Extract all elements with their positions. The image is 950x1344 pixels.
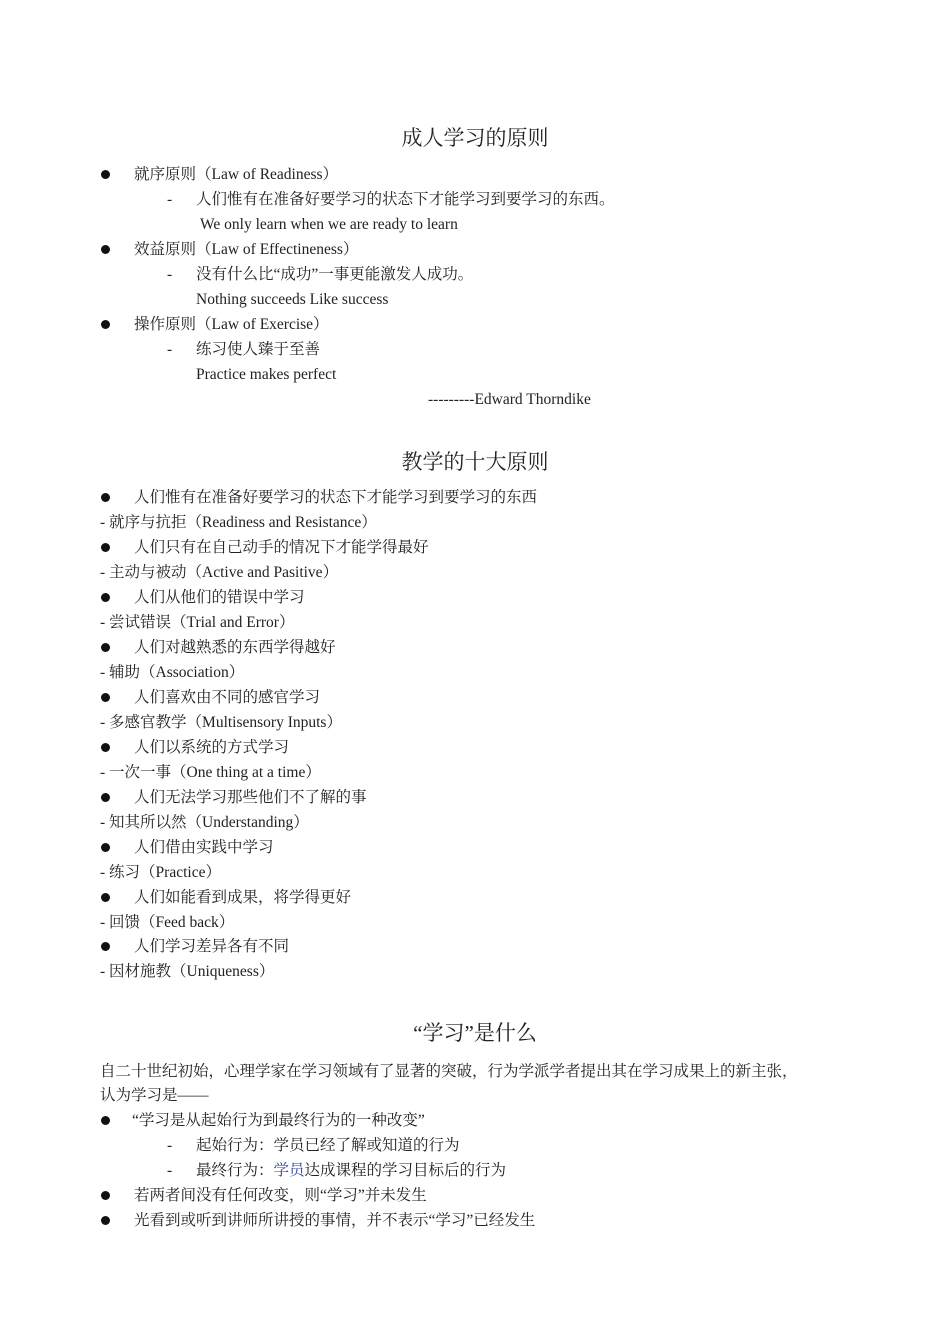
list-item-statement: 人们对越熟悉的东西学得越好 [134,639,336,656]
list-item-principle: - 多感官教学（Multisensory Inputs） [100,714,342,731]
dash-icon: - [167,1137,173,1154]
principle-desc-en: We only learn when we are ready to learn [200,216,458,233]
list-item-statement: 人们只有在自己动手的情况下才能学得最好 [134,539,429,556]
bullet-icon [101,693,110,702]
dash-icon: - [167,1162,173,1179]
bullet-icon [101,942,110,951]
principle-desc-en: Practice makes perfect [196,366,337,383]
section-title-adult-learning: 成人学习的原则 [401,126,549,150]
bullet-icon [101,320,110,329]
dash-icon: - [167,266,173,283]
list-item-statement: 人们如能看到成果，将学得更好 [134,889,352,906]
bullet-icon [101,1216,110,1225]
principle-desc-cn: 练习使人臻于至善 [196,341,321,358]
principle-label: 就序原则（Law of Readiness） [134,166,339,183]
definition-quote: “学习是从起始行为到最终行为的一种改变” [132,1112,425,1129]
seeing-not-learning-statement: 光看到或听到讲师所讲授的事情，并不表示“学习”已经发生 [134,1212,536,1229]
bullet-icon [101,1191,110,1200]
list-item-principle: - 回馈（Feed back） [100,914,235,931]
bullet-icon [101,543,110,552]
principle-label: 效益原则（Law of Effectineness） [134,241,359,258]
principle-label: 操作原则（Law of Exercise） [134,316,329,333]
initial-behavior-desc: 起始行为：学员已经了解或知道的行为 [196,1137,460,1154]
learner-highlight: 学员 [273,1162,305,1179]
list-item-statement: 人们以系统的方式学习 [134,739,290,756]
list-item-principle: - 练习（Practice） [100,864,221,881]
list-item-statement: 人们惟有在准备好要学习的状态下才能学习到要学习的东西 [134,489,538,506]
bullet-icon [101,743,110,752]
list-item-statement: 人们从他们的错误中学习 [134,589,305,606]
bullet-icon [101,893,110,902]
no-change-statement: 若两者间没有任何改变，则“学习”并未发生 [134,1187,427,1204]
principle-desc-cn: 人们惟有在准备好要学习的状态下才能学习到要学习的东西。 [196,191,615,208]
bullet-icon [101,593,110,602]
section-title-what-is-learning: “学习”是什么 [413,1021,537,1045]
list-item-statement: 人们学习差异各有不同 [134,938,290,955]
dash-icon: - [167,191,173,208]
final-behavior-prefix: 最终行为： [196,1162,274,1179]
bullet-icon [101,1116,110,1125]
attribution: ---------Edward Thorndike [428,391,591,408]
bullet-icon [101,843,110,852]
list-item-principle: - 辅助（Association） [100,664,245,681]
list-item-principle: - 尝试错误（Trial and Error） [100,614,295,631]
bullet-icon [101,170,110,179]
final-behavior-suffix: 达成课程的学习目标后的行为 [304,1162,507,1179]
list-item-principle: - 知其所以然（Understanding） [100,814,309,831]
list-item-statement: 人们喜欢由不同的感官学习 [134,689,321,706]
final-behavior-desc [196,1161,506,1181]
list-item-statement: 人们无法学习那些他们不了解的事 [134,789,367,806]
intro-paragraph-line-2: 认为学习是—— [100,1087,209,1104]
list-item-statement: 人们借由实践中学习 [134,839,274,856]
principle-desc-cn: 没有什么比“成功”一事更能激发人成功。 [196,266,474,283]
bullet-icon [101,245,110,254]
principle-desc-en: Nothing succeeds Like success [196,291,389,308]
bullet-icon [101,493,110,502]
list-item-principle: - 因材施教（Uniqueness） [100,963,275,980]
list-item-principle: - 就序与抗拒（Readiness and Resistance） [100,514,377,531]
bullet-icon [101,793,110,802]
section-title-teaching-principles: 教学的十大原则 [401,450,549,474]
bullet-icon [101,643,110,652]
dash-icon: - [167,341,173,358]
intro-paragraph-line-1: 自二十世纪初始，心理学家在学习领域有了显著的突破，行为学派学者提出其在学习成果上的新主张， [100,1063,798,1080]
list-item-principle: - 主动与被动（Active and Pasitive） [100,564,339,581]
list-item-principle: - 一次一事（One thing at a time） [100,764,321,781]
